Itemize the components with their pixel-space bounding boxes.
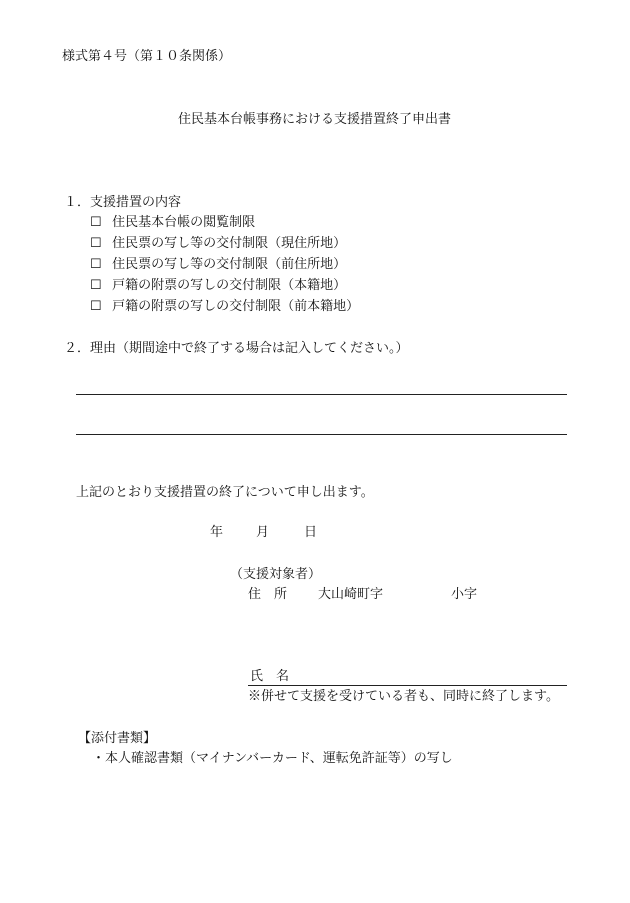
applicant-label: （支援対象者） bbox=[230, 567, 322, 582]
name-label: 氏 名 bbox=[250, 669, 290, 684]
checkbox-icon[interactable]: ☐ bbox=[90, 257, 102, 272]
attachments-item: ・本人確認書類（マイナンバーカード、運転免許証等）の写し bbox=[92, 751, 453, 766]
form-number: 様式第４号（第１０条関係） bbox=[62, 49, 232, 64]
checkbox-icon[interactable]: ☐ bbox=[90, 278, 102, 293]
support-item-row[interactable] bbox=[90, 258, 346, 271]
date-year-label: 年 bbox=[210, 525, 224, 540]
support-item-label: 住民票の写し等の交付制限（現住所地） bbox=[112, 236, 347, 251]
address-town: 大山崎町字 bbox=[318, 587, 384, 602]
support-item-label: 住民票の写し等の交付制限（前住所地） bbox=[112, 257, 347, 272]
section1-heading: １．支援措置の内容 bbox=[64, 195, 182, 210]
support-item-row[interactable] bbox=[90, 300, 359, 313]
support-item-label: 戸籍の附票の写しの交付制限（本籍地） bbox=[112, 278, 347, 293]
date-month-label: 月 bbox=[256, 525, 270, 540]
checkbox-icon[interactable]: ☐ bbox=[90, 299, 102, 314]
reason-line-1[interactable] bbox=[76, 394, 567, 395]
support-item-row[interactable] bbox=[90, 216, 255, 229]
support-item-row[interactable] bbox=[90, 237, 346, 250]
form-title: 住民基本台帳事務における支援措置終了申出書 bbox=[178, 112, 452, 127]
date-day-label: 日 bbox=[304, 525, 318, 540]
name-signature-line[interactable] bbox=[248, 685, 567, 686]
support-item-label: 戸籍の附票の写しの交付制限（前本籍地） bbox=[112, 299, 360, 314]
support-item-row[interactable] bbox=[90, 279, 346, 292]
section2-heading: ２．理由（期間途中で終了する場合は記入してください。） bbox=[64, 341, 409, 356]
checkbox-icon[interactable]: ☐ bbox=[90, 215, 102, 230]
support-item-label: 住民基本台帳の閲覧制限 bbox=[112, 215, 256, 230]
declaration-text: 上記のとおり支援措置の終了について申し出ます。 bbox=[76, 485, 374, 500]
applicant-note: ※併せて支援を受けている者も、同時に終了します。 bbox=[248, 689, 559, 704]
address-label: 住 所 bbox=[248, 587, 288, 602]
address-koaza: 小字 bbox=[451, 587, 478, 602]
checkbox-icon[interactable]: ☐ bbox=[90, 236, 102, 251]
reason-line-2[interactable] bbox=[76, 434, 567, 435]
attachments-heading: 【添付書類】 bbox=[78, 731, 157, 746]
